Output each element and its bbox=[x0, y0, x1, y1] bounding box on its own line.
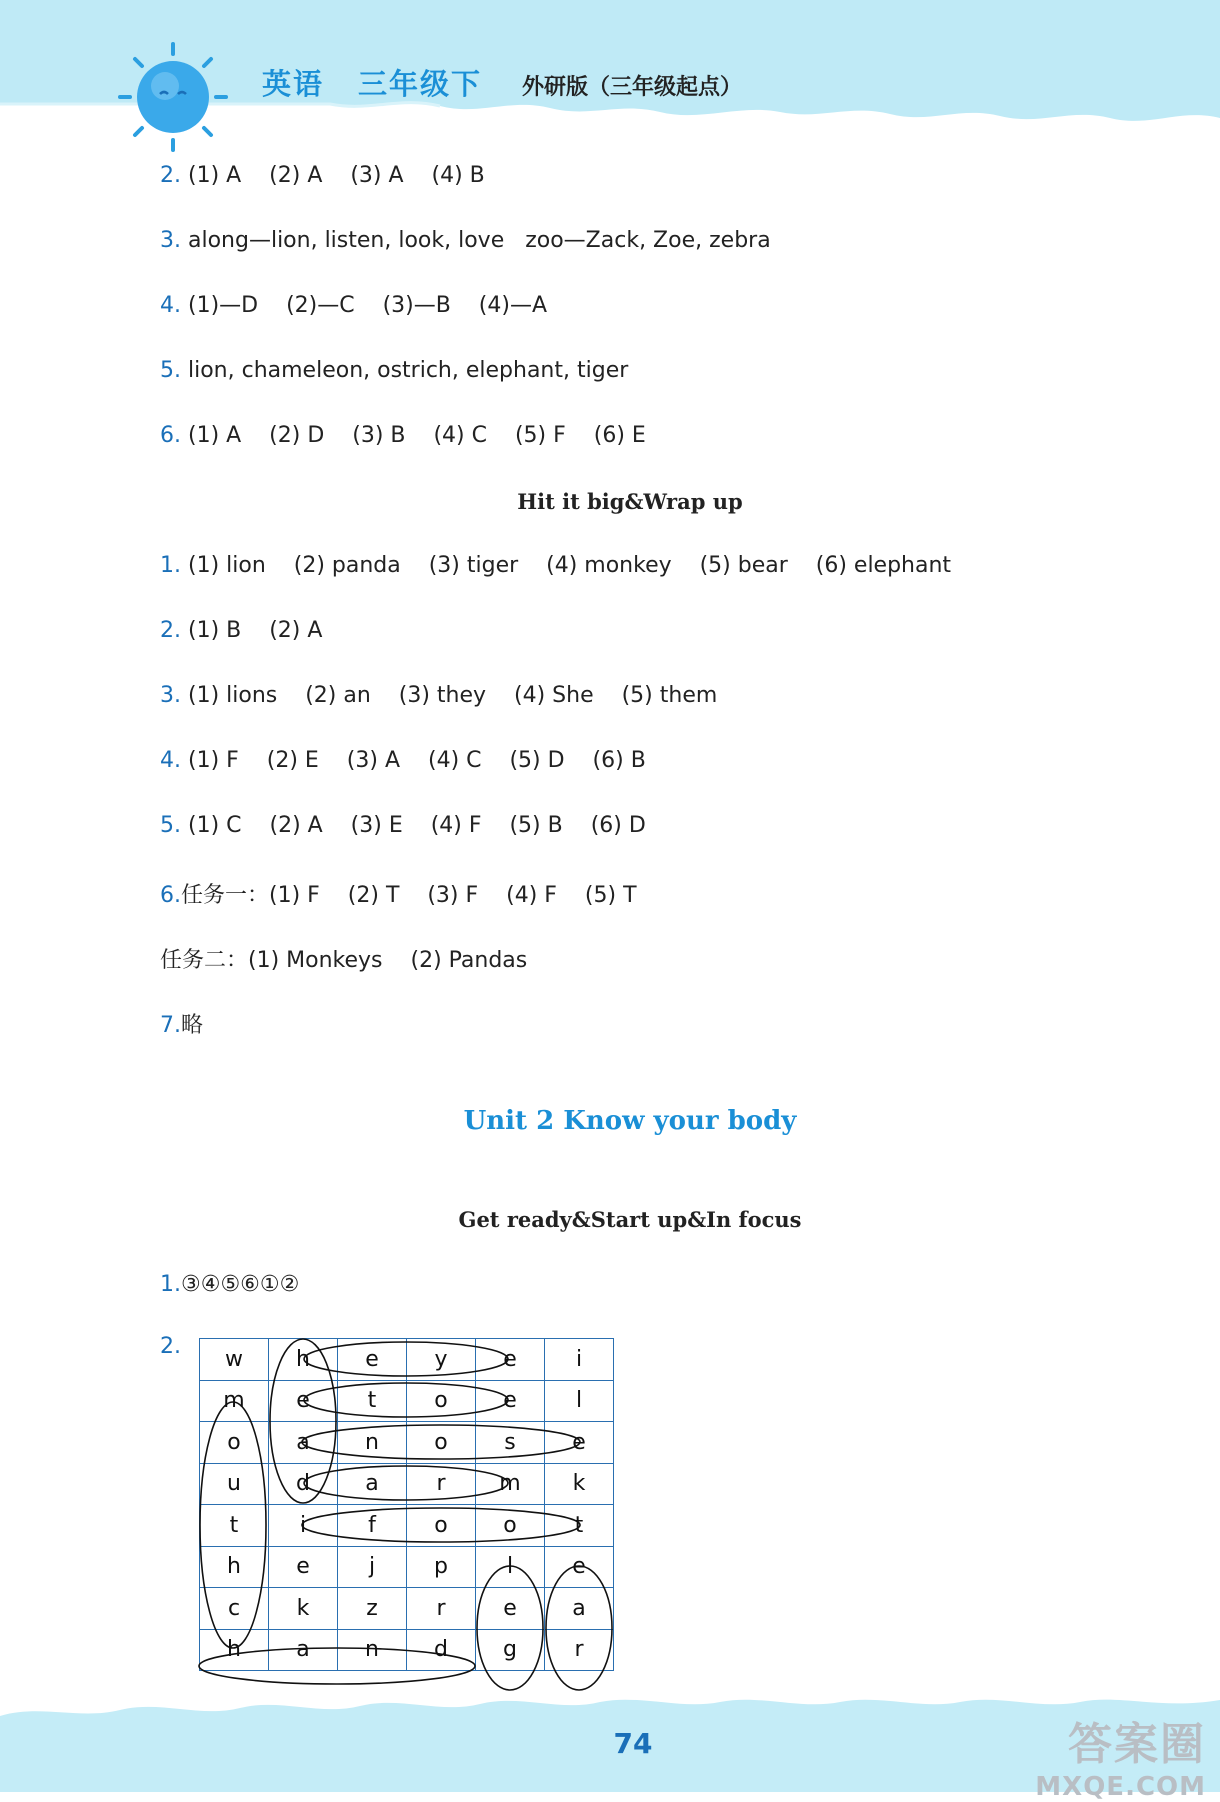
grid-letter: h bbox=[200, 1546, 269, 1588]
header-edition: 外研版（三年级起点） bbox=[522, 75, 743, 100]
grid-letter: j bbox=[338, 1546, 407, 1588]
grid-letter: o bbox=[407, 1505, 476, 1547]
grid-letter: r bbox=[407, 1463, 476, 1505]
section-heading: Hit it big&Wrap up bbox=[517, 489, 743, 514]
grid-letter: l bbox=[476, 1546, 545, 1588]
answer-text: 任务二：(1) Monkeys (2) Pandas bbox=[160, 948, 528, 973]
item-number: 4. bbox=[160, 293, 181, 318]
section-heading: Get ready&Start up&In focus bbox=[458, 1207, 802, 1232]
grid-row bbox=[200, 1505, 614, 1547]
grid-letter: a bbox=[338, 1463, 407, 1505]
grid-letter: l bbox=[545, 1380, 614, 1422]
answer-text: 任务一：(1) F (2) T (3) F (4) F (5) T bbox=[181, 883, 637, 908]
grid-letter: a bbox=[545, 1588, 614, 1630]
grid-letter: d bbox=[269, 1463, 338, 1505]
answer-line bbox=[160, 163, 485, 188]
grid-letter: e bbox=[545, 1422, 614, 1464]
page-number: 74 bbox=[613, 1727, 653, 1760]
answer-text: (1) lion (2) panda (3) tiger (4) monkey (5) bear (6) elephant bbox=[181, 553, 952, 578]
grid-row bbox=[200, 1463, 614, 1505]
answer-text: (1) C (2) A (3) E (4) F (5) B (6) D bbox=[181, 813, 646, 838]
item-number: 5. bbox=[160, 358, 181, 383]
grid-letter: e bbox=[269, 1380, 338, 1422]
grid-letter: a bbox=[269, 1629, 338, 1671]
answer-line bbox=[160, 748, 646, 773]
grid-letter: i bbox=[545, 1339, 614, 1381]
grid-letter: n bbox=[338, 1422, 407, 1464]
grid-letter: k bbox=[545, 1463, 614, 1505]
grid-letter: w bbox=[200, 1339, 269, 1381]
grid-letter: e bbox=[545, 1546, 614, 1588]
grid-letter: a bbox=[269, 1422, 338, 1464]
item-number: 1. bbox=[160, 553, 181, 578]
header-subject: 英语 bbox=[262, 67, 325, 101]
watermark-bottom: MXQE.COM bbox=[1035, 1772, 1206, 1802]
grid-letter: t bbox=[200, 1505, 269, 1547]
item-number: 5. bbox=[160, 813, 181, 838]
grid-row bbox=[200, 1629, 614, 1671]
item-number: 6. bbox=[160, 423, 181, 448]
grid-letter: e bbox=[269, 1546, 338, 1588]
grid-row bbox=[200, 1546, 614, 1588]
grid-letter: d bbox=[407, 1629, 476, 1671]
grid-letter: m bbox=[200, 1380, 269, 1422]
answer-text: (1)—D (2)—C (3)—B (4)—A bbox=[181, 293, 548, 318]
grid-letter: e bbox=[338, 1339, 407, 1381]
header-title bbox=[262, 62, 742, 103]
grid-letter: o bbox=[407, 1380, 476, 1422]
grid-letter: i bbox=[269, 1505, 338, 1547]
grid-letter: s bbox=[476, 1422, 545, 1464]
answer-text: (1) A (2) A (3) A (4) B bbox=[181, 163, 485, 188]
item-number: 3. bbox=[160, 228, 181, 253]
watermark-logo bbox=[1035, 1708, 1206, 1802]
answer-line bbox=[160, 943, 527, 974]
word-search-grid bbox=[199, 1338, 625, 1686]
item-number: 2. bbox=[160, 163, 181, 188]
answer-line bbox=[160, 423, 646, 448]
grid-letter: n bbox=[338, 1629, 407, 1671]
answer-text: 略 bbox=[181, 1013, 204, 1038]
grid-letter: m bbox=[476, 1463, 545, 1505]
word-grid-table bbox=[199, 1338, 614, 1671]
answer-text: (1) F (2) E (3) A (4) C (5) D (6) B bbox=[181, 748, 646, 773]
item-number: 2. bbox=[160, 618, 181, 643]
item-number: 4. bbox=[160, 748, 181, 773]
answer-line bbox=[160, 813, 646, 838]
answer-text: (1) B (2) A bbox=[181, 618, 323, 643]
item-number: 6. bbox=[160, 883, 181, 908]
sun-mascot-icon bbox=[118, 42, 228, 152]
grid-letter: u bbox=[200, 1463, 269, 1505]
grid-row bbox=[200, 1380, 614, 1422]
grid-letter: o bbox=[476, 1505, 545, 1547]
grid-letter: h bbox=[269, 1339, 338, 1381]
answer-line bbox=[160, 1008, 203, 1039]
grid-row bbox=[200, 1588, 614, 1630]
answer-text: ③④⑤⑥①② bbox=[181, 1272, 300, 1297]
answer-line bbox=[160, 228, 771, 253]
item-number: 1. bbox=[160, 1272, 181, 1297]
answer-line bbox=[160, 878, 637, 909]
answer-line bbox=[160, 1272, 299, 1297]
answer-line bbox=[160, 293, 547, 318]
answer-text: (1) lions (2) an (3) they (4) She (5) them bbox=[181, 683, 718, 708]
grid-letter: t bbox=[545, 1505, 614, 1547]
watermark-top: 答案圈 bbox=[1068, 1719, 1206, 1770]
grid-letter: z bbox=[338, 1588, 407, 1630]
grid-letter: c bbox=[200, 1588, 269, 1630]
answer-line bbox=[160, 553, 951, 578]
grid-letter: h bbox=[200, 1629, 269, 1671]
answer-line bbox=[160, 618, 322, 643]
item-number: 2. bbox=[160, 1334, 181, 1359]
grid-letter: o bbox=[200, 1422, 269, 1464]
item-number: 7. bbox=[160, 1013, 181, 1038]
answer-text: (1) A (2) D (3) B (4) C (5) F (6) E bbox=[181, 423, 646, 448]
grid-letter: g bbox=[476, 1629, 545, 1671]
answer-text: along—lion, listen, look, love zoo—Zack, Zoe, zebra bbox=[181, 228, 771, 253]
item-number: 3. bbox=[160, 683, 181, 708]
grid-letter: f bbox=[338, 1505, 407, 1547]
grid-letter: k bbox=[269, 1588, 338, 1630]
grid-letter: e bbox=[476, 1380, 545, 1422]
grid-letter: o bbox=[407, 1422, 476, 1464]
answer-line bbox=[160, 683, 717, 708]
grid-letter: e bbox=[476, 1588, 545, 1630]
grid-letter: r bbox=[407, 1588, 476, 1630]
grid-letter: p bbox=[407, 1546, 476, 1588]
grid-row bbox=[200, 1422, 614, 1464]
grid-letter: t bbox=[338, 1380, 407, 1422]
header-grade: 三年级下 bbox=[358, 67, 483, 101]
grid-letter: y bbox=[407, 1339, 476, 1381]
grid-letter: e bbox=[476, 1339, 545, 1381]
grid-row bbox=[200, 1339, 614, 1381]
unit-title: Unit 2 Know your body bbox=[463, 1106, 797, 1136]
answer-text: lion, chameleon, ostrich, elephant, tiger bbox=[181, 358, 629, 383]
answer-line bbox=[160, 358, 628, 383]
grid-letter: r bbox=[545, 1629, 614, 1671]
